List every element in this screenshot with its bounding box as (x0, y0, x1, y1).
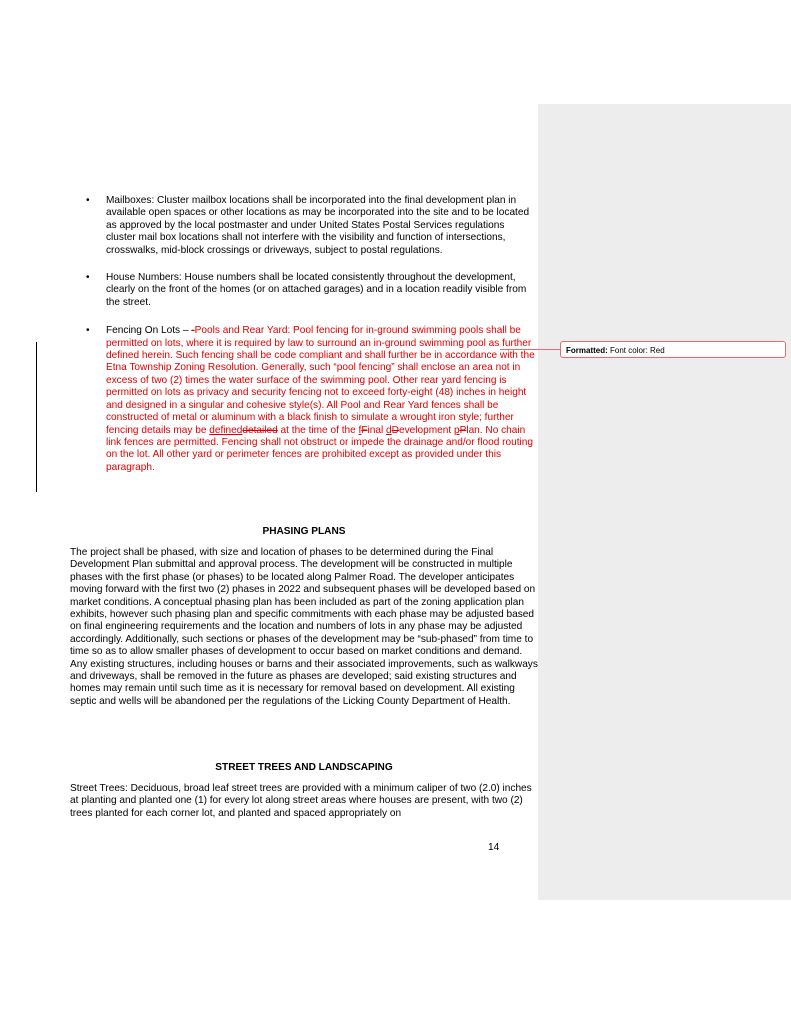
deleted-text: F (361, 424, 368, 436)
bullet-dot: • (86, 272, 90, 284)
change-bar (36, 342, 37, 492)
street-trees-heading: STREET TREES AND LANDSCAPING (215, 762, 393, 773)
street-trees-paragraph: Street Trees: Deciduous, broad leaf street trees are provided with a minimum caliper of two (2.0) inches at planting and planted one (1) for every lot along street areas where houses are present, with two (2) trees planted for each corner lot, and planted and spaced appropriately on (70, 783, 532, 819)
comment-label: Formatted: (566, 346, 608, 355)
formatting-comment-balloon[interactable] (560, 341, 786, 358)
fencing-text: at the time of the (277, 424, 359, 436)
house-numbers-text: House Numbers: House numbers shall be located consistently throughout the development, clearly on the front of the homes (or on attached garages) and in a location readily visible from the street. (106, 272, 527, 308)
phasing-heading: PHASING PLANS (262, 526, 346, 537)
fencing-lead: Fencing On Lots – (106, 325, 192, 337)
bullet-dot: • (86, 195, 90, 206)
fencing-text: inal (367, 424, 387, 436)
bullet-mailboxes (86, 195, 536, 257)
inserted-text: p (453, 424, 460, 436)
bullet-dot: • (86, 325, 90, 337)
deleted-text: detailed (242, 424, 278, 436)
inserted-text: d (386, 424, 392, 436)
mailboxes-text: Mailboxes: Cluster mailbox locations shall be incorporated into the final development plan in available open spaces or other locations as may be incorporated into the site and to be located as approved by the local postmaster and under United States Postal Services regulations cluster mail box locations shall not interfere with the visibility and function of intersections, crosswalks, mid-block crossings or driveways, subject to postal regulations. (106, 195, 530, 256)
deleted-text: D (391, 424, 399, 436)
bullet-list (86, 195, 536, 489)
deleted-text: - (191, 325, 195, 337)
phasing-paragraph: The project shall be phased, with size and location of phases to be determined during the Final Development Plan submittal and approval process. The development will be constructed in multiple phases with the first phase (or phases) to be located along Palmer Road. The developer anticipates moving forward with the first two (2) phases in 2022 and subsequent phases will be developed based on market conditions. A conceptual phasing plan has been included as part of the zoning application plan exhibits, however such phasing plan and specific commitments with each phase may be adjusted based on final engineering requirements and the location and numbers of lots in any phase may be adjusted accordingly. Additionally, such sections or phases of the development may be “sub-phased” from time to time so as to allow smaller phases of development to occur based on market conditions and demand. Any existing structures, including houses or barns and their associated improvements, such as walkways and driveways, shall be removed in the future as phases are developed; said existing structures and homes may remain until such time as it is necessary for removal based on development. All existing septic and wells will be abandoned per the regulations of the Licking County Department of Health. (70, 547, 538, 707)
fencing-text: lan. No chain link fences are permitted. Fencing shall not obstruct or impede the drainage and/or flood routing on the lot. All other yard or perimeter fences are prohibited except as provided under this paragraph. (106, 424, 533, 473)
page-number: 14 (488, 842, 500, 853)
markup-pane (538, 104, 791, 900)
bullet-house-numbers (86, 272, 536, 309)
inserted-text: f (358, 424, 362, 436)
comment-text: Font color: Red (610, 346, 665, 355)
fencing-text: evelopment (398, 424, 454, 436)
fencing-main-text: Pools and Rear Yard: Pool fencing for in-ground swimming pools shall be permitted on lots, where it is required by law to surround an in-ground swimming pool as further defined herein. Such fencing shall be code compliant and shall further be in accordance with the Etna Township Zoning Resolution. Generally, such “pool fencing” shall enclose an area not in excess of two (2) times the water surface of the swimming pool. Other rear yard fencing is permitted on lots as privacy and security fencing not to exceed forty-eight (48) inches in height and designed in a singular and cohesive style(s). All Pool and Rear Yard fences shall be constructed of metal or aluminum with a black finish to simulate a wrought iron style; further fencing details may be (106, 325, 535, 436)
inserted-text: defined (209, 424, 243, 436)
deleted-text: P (459, 424, 467, 436)
bullet-fencing (86, 325, 536, 474)
